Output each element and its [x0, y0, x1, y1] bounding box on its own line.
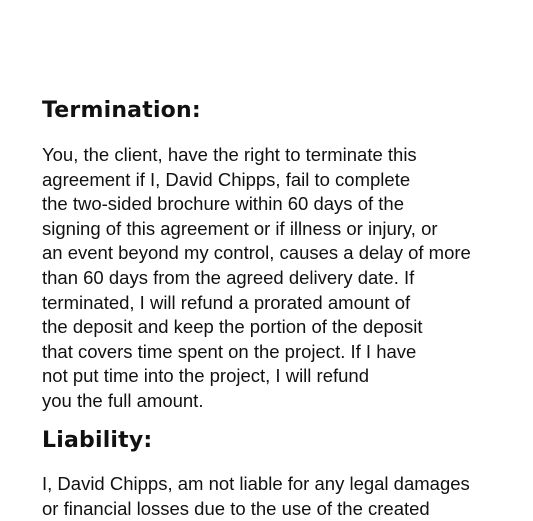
paragraph-line: I, David Chipps, am not liable for any legal damages: [42, 473, 470, 494]
paragraph-line: terminated, I will refund a prorated amount of: [42, 291, 411, 313]
paragraph-line: than 60 days from the agreed delivery date. If: [42, 266, 415, 288]
paragraph-line: the two-sided brochure within 60 days of the: [42, 193, 404, 215]
section-heading-termination: Termination:: [42, 98, 201, 123]
paragraph-line: agreement if I, David Chipps, fail to complete: [42, 168, 411, 190]
paragraph-line: or financial losses due to the use of the created: [42, 497, 430, 519]
liability-paragraph: [42, 472, 470, 521]
paragraph-line: not put time into the project, I will refund: [42, 365, 370, 387]
termination-paragraph: [42, 143, 471, 414]
paragraph-line: that covers time spent on the project. If I have: [42, 340, 417, 362]
paragraph-line: you the full amount.: [42, 389, 204, 411]
paragraph-line: You, the client, have the right to terminate this: [42, 144, 417, 165]
paragraph-line: signing of this agreement or if illness or injury, or: [42, 217, 438, 239]
section-heading-liability: Liability:: [42, 428, 153, 453]
paragraph-line: the deposit and keep the portion of the deposit: [42, 316, 423, 338]
paragraph-line: an event beyond my control, causes a delay of more: [42, 242, 471, 264]
